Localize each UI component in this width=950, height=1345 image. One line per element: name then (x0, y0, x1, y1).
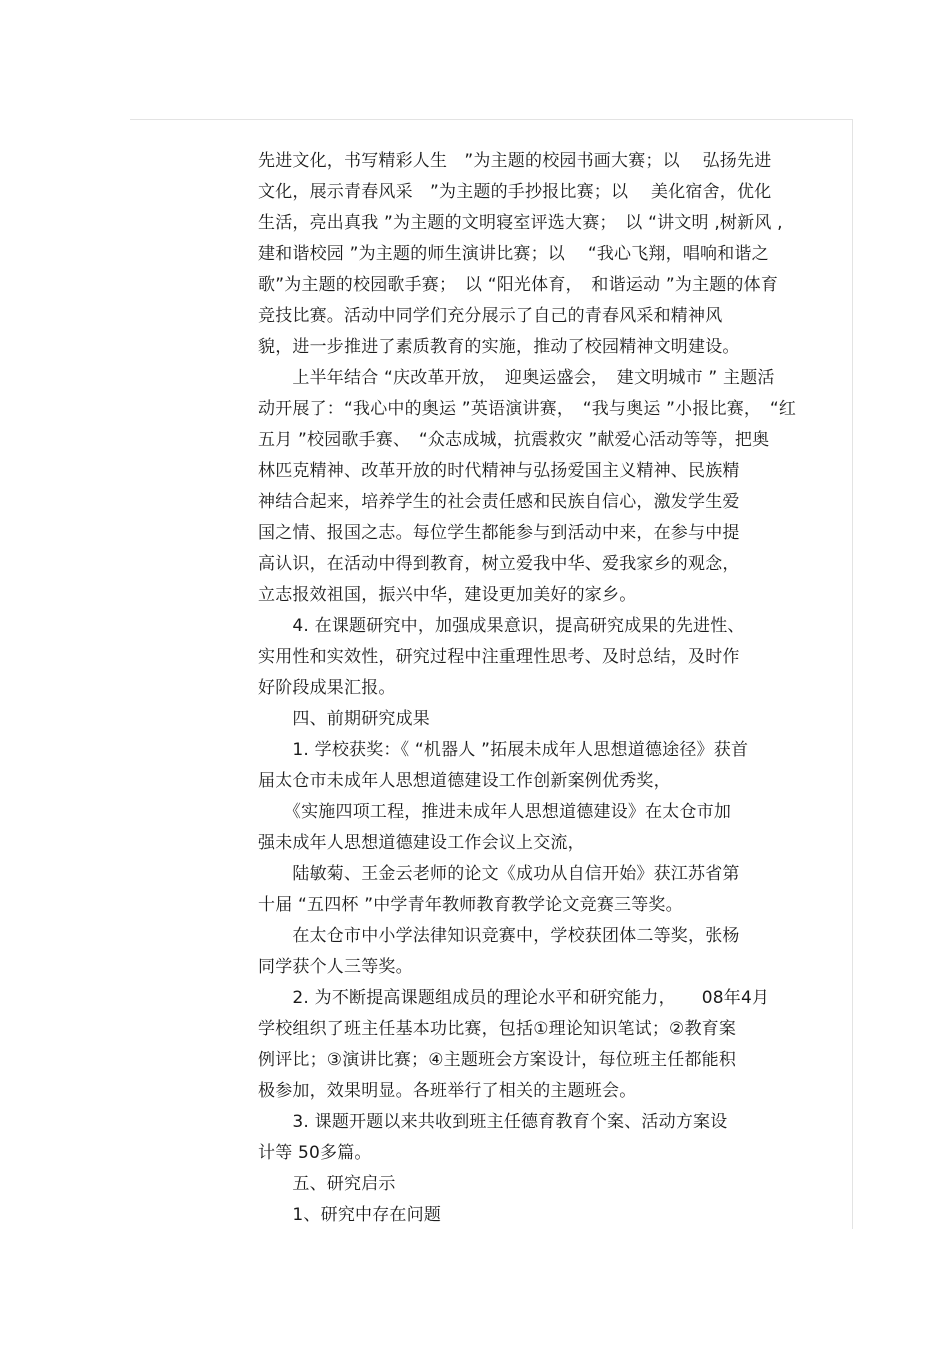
document-body (258, 146, 818, 1231)
text-line: 高认识，在活动中得到教育，树立爱我中华、爱我家乡的观念， (258, 554, 740, 574)
text-line: 竞技比赛。活动中同学们充分展示了自己的青春风采和精神风 (258, 306, 723, 326)
text-line: 3. 课题开题以来共收到班主任德育教育个案、活动方案设 (258, 1112, 728, 1132)
text-line: 例评比；③演讲比赛；④主题班会方案设计，每位班主任都能积 (258, 1050, 737, 1070)
text-line: 同学获个人三等奖。 (258, 957, 413, 977)
text-line: 2. 为不断提高课题组成员的理论水平和研究能力， 08年4月 (258, 988, 770, 1008)
text-line: 先进文化，书写精彩人生 ”为主题的校园书画大赛；以 弘扬先进 (258, 151, 772, 171)
text-line: 好阶段成果汇报。 (258, 678, 396, 698)
text-line: 计等 50多篇。 (258, 1143, 372, 1163)
section-heading: 四、前期研究成果 (258, 709, 430, 729)
text-line: 歌”为主题的校园歌手赛； 以 “阳光体育， 和谐运动 ”为主题的体育 (258, 275, 779, 295)
text-line: 学校组织了班主任基本功比赛，包括①理论知识笔试；②教育案 (258, 1019, 737, 1039)
text-line: 上半年结合 “庆改革开放， 迎奥运盛会， 建文明城市 ” 主题活 (258, 368, 775, 388)
text-line: 极参加，效果明显。各班举行了相关的主题班会。 (258, 1081, 637, 1101)
text-line: 立志报效祖国，振兴中华，建设更加美好的家乡。 (258, 585, 637, 605)
text-line: 国之情、报国之志。每位学生都能参与到活动中来，在参与中提 (258, 523, 740, 543)
text-line: 实用性和实效性，研究过程中注重理性思考、及时总结，及时作 (258, 647, 740, 667)
section-heading: 五、研究启示 (258, 1174, 396, 1194)
page-border-right (852, 119, 853, 1229)
text-line: 《实施四项工程，推进未成年人思想道德建设》在太仓市加 (258, 802, 732, 822)
text-line: 4. 在课题研究中，加强成果意识，提高研究成果的先进性、 (258, 616, 745, 636)
text-line: 动开展了：“我心中的奥运 ”英语演讲赛， “我与奥运 ”小报比赛， “红 (258, 399, 797, 419)
text-line: 生活，亮出真我 ”为主题的文明寝室评选大赛； 以 “讲文明 ,树新风 , (258, 213, 783, 233)
subsection-heading: 1、研究中存在问题 (258, 1205, 442, 1225)
text-line: 文化，展示青春风采 ”为主题的手抄报比赛；以 美化宿舍，优化 (258, 182, 772, 202)
text-line: 1. 学校获奖：《 “机器人 ”拓展未成年人思想道德途径》获首 (258, 740, 749, 760)
text-line: 建和谐校园 ”为主题的师生演讲比赛；以 “我心飞翔，唱响和谐之 (258, 244, 769, 264)
text-line: 强未成年人思想道德建设工作会议上交流， (258, 833, 585, 853)
text-line: 十届 “五四杯 ”中学青年教师教育教学论文竞赛三等奖。 (258, 895, 683, 915)
text-line: 五月 ”校园歌手赛、 “众志成城，抗震救灾 ”献爱心活动等等，把奥 (258, 430, 770, 450)
text-line: 神结合起来，培养学生的社会责任感和民族自信心，激发学生爱 (258, 492, 740, 512)
text-line: 陆敏菊、王金云老师的论文《成功从自信开始》获江苏省第 (258, 864, 740, 884)
text-line: 在太仓市中小学法律知识竞赛中，学校获团体二等奖，张杨 (258, 926, 740, 946)
page-border-top (130, 119, 852, 120)
text-line: 林匹克精神、改革开放的时代精神与弘扬爱国主义精神、民族精 (258, 461, 740, 481)
text-line: 貌，进一步推进了素质教育的实施，推动了校园精神文明建设。 (258, 337, 740, 357)
text-line: 届太仓市未成年人思想道德建设工作创新案例优秀奖， (258, 771, 671, 791)
